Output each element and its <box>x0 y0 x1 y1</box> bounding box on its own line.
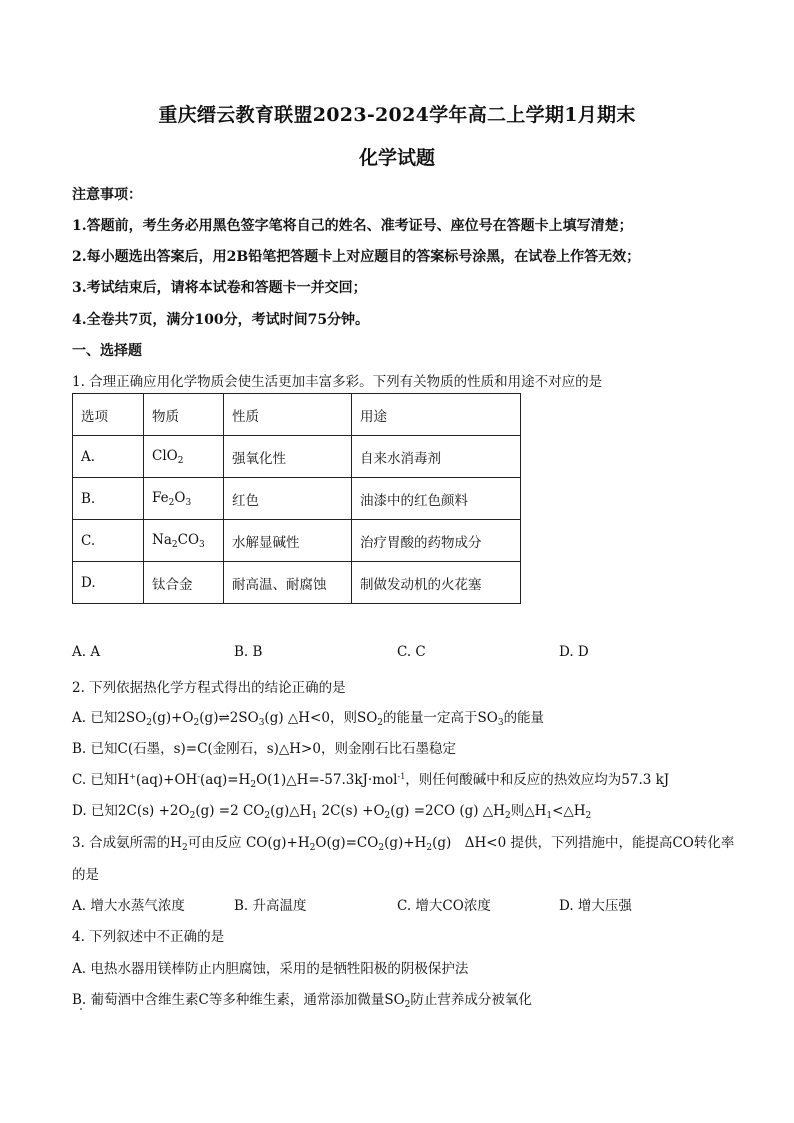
table-header-cell: 性质 <box>224 394 352 436</box>
notice-item-1: 1.答题前，考生务必用黑色签字笔将自己的姓名、准考证号、座位号在答题卡上填写清楚； <box>72 218 633 234</box>
table-cell-option: A. <box>73 436 144 478</box>
table-cell-substance: 钛合金 <box>144 562 224 604</box>
q4-stem: 4. 下列叙述中不正确的是 <box>72 929 225 945</box>
q3-option-a: A. 增大水蒸气浓度 <box>72 898 185 914</box>
table-cell-option: C. <box>73 520 144 562</box>
q1-option-a: A. A <box>72 644 101 660</box>
table-cell-use: 油漆中的红色颜料 <box>352 478 521 520</box>
table-cell-property: 耐高温、耐腐蚀 <box>224 562 352 604</box>
stray-mark <box>80 1008 82 1010</box>
table-header-cell: 物质 <box>144 394 224 436</box>
table-cell-use: 制做发动机的火花塞 <box>352 562 521 604</box>
table-cell-option: D. <box>73 562 144 604</box>
table-cell-option: B. <box>73 478 144 520</box>
q2-option-c: C. 已知$H^+(aq)+OH^-(aq)=H_2O(1)\triangle H=-57.3kJ\cdot mol^{-1}$，则任何酸碱中和反应的热效应均为57.3 kJ <box>72 772 670 790</box>
q3-option-d: D. 增大压强 <box>559 898 632 914</box>
table-header-cell: 用途 <box>352 394 521 436</box>
q2-option-b: B. 已知C(石墨，s)=C(金刚石，s)△H>0，则金刚石比石墨稳定 <box>72 741 456 757</box>
q3-stem-continued: 的是 <box>72 867 99 883</box>
q1-option-d: D. D <box>559 644 589 660</box>
table-cell-substance: ClO$_2$ <box>144 436 224 478</box>
table-row <box>73 478 521 520</box>
table-cell-use: 治疗胃酸的药物成分 <box>352 520 521 562</box>
notice-heading: 注意事项： <box>72 187 142 203</box>
q2-stem: 2. 下列依据热化学方程式得出的结论正确的是 <box>72 680 346 696</box>
exam-title: 重庆缙云教育联盟2023-2024学年高二上学期1月期末 <box>158 104 636 126</box>
q1-option-c: C. C <box>397 644 426 660</box>
table-header-cell: 选项 <box>73 394 144 436</box>
q4-option-b: B. 葡萄酒中含维生素C等多种维生素，通常添加微量$SO_2$防止营养成分被氧化 <box>72 992 532 1010</box>
table-cell-substance: $Na_2CO_3$ <box>144 520 224 562</box>
table-cell-property: 强氧化性 <box>224 436 352 478</box>
notice-item-3: 3.考试结束后，请将本试卷和答题卡一并交回； <box>72 280 367 296</box>
q2-option-d: D. 已知$2C(s) +2O_2(g) =2$ $CO_2(g)\triangle H_1$ $2C(s) +O_2(g) =2CO$ (g) $\triangle H_2$则$\triangle H_1<\triangle H_2$ <box>72 803 592 821</box>
table-cell-use: 自来水消毒剂 <box>352 436 521 478</box>
table-cell-property: 红色 <box>224 478 352 520</box>
section-title: 一、选择题 <box>72 343 142 359</box>
q4-option-a: A. 电热水器用镁棒防止内胆腐蚀，采用的是牺牲阳极的阴极保护法 <box>72 961 469 977</box>
table-row <box>73 562 521 604</box>
table-cell-substance: $Fe_2O_3$ <box>144 478 224 520</box>
q3-option-c: C. 增大CO浓度 <box>397 898 491 914</box>
exam-subtitle: 化学试题 <box>358 147 435 169</box>
notice-item-2: 2.每小题选出答案后，用2B铅笔把答题卡上对应题目的答案标号涂黑，在试卷上作答无效； <box>72 249 641 265</box>
q1-option-b: B. B <box>234 644 263 660</box>
q3-stem: 3. 合成氨所需的$H_2$可由反应 $CO(g)+H_2O(g)=CO_2(g)+H_2(g)$ ΔH<0 提供，下列措施中，能提高CO转化率 <box>72 835 735 853</box>
notice-item-4: 4.全卷共7页，满分100分，考试时间75分钟。 <box>72 312 370 328</box>
q3-option-b: B. 升高温度 <box>234 898 307 914</box>
table-header-row <box>73 394 521 436</box>
q2-option-a: A. 已知$2SO_2(g)+O_2(g)\rightleftharpoons 2SO_3(g)$ △H<0，则$SO_2$的能量一定高于$SO_3$的能量 <box>72 710 545 728</box>
table-cell-property: 水解显碱性 <box>224 520 352 562</box>
table-row <box>73 436 521 478</box>
q1-table <box>72 393 521 604</box>
q1-stem: 1. 合理正确应用化学物质会使生活更加丰富多彩。下列有关物质的性质和用途不对应的是 <box>72 374 603 390</box>
table-row <box>73 520 521 562</box>
